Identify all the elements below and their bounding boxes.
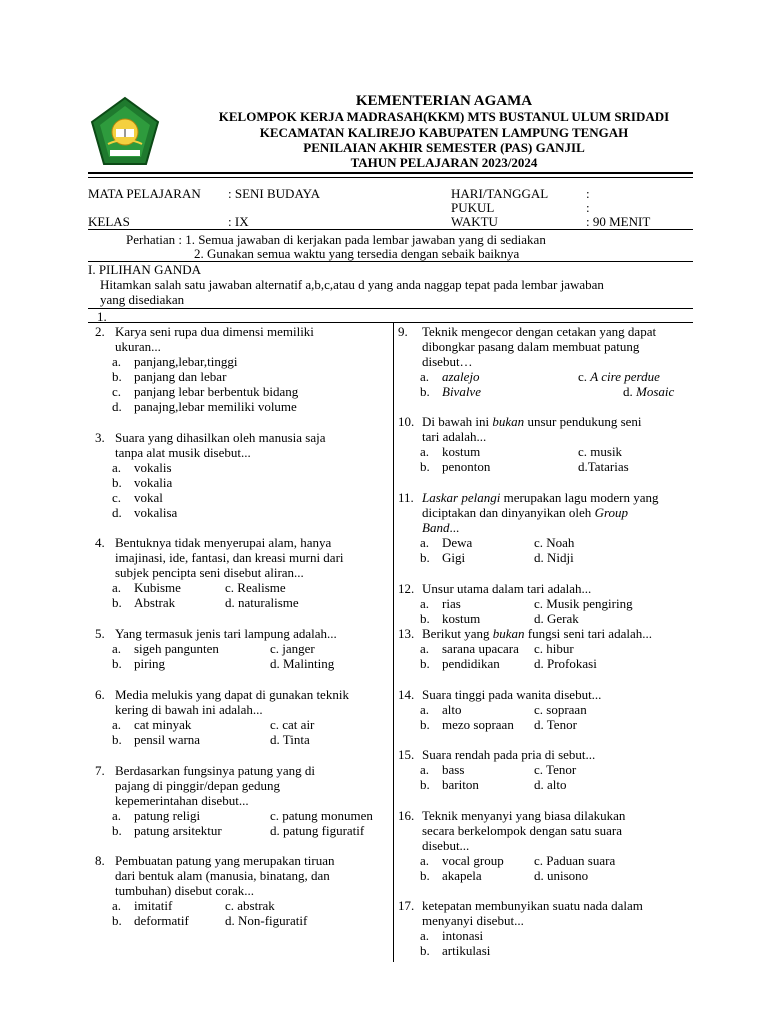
question-text: Pembuatan patung yang merupakan tiruan: [115, 853, 335, 868]
q1-divider: [88, 322, 693, 323]
option-row: [398, 535, 698, 550]
option-text-second: c. Paduan suara: [534, 853, 616, 868]
option-text: deformatif: [134, 913, 189, 928]
option-text: vokalia: [134, 475, 173, 490]
option-row: [398, 943, 698, 958]
header-line-2: KECAMATAN KALIREJO KABUPATEN LAMPUNG TENGAH: [259, 125, 629, 140]
option-text-second: d. Malinting: [270, 656, 335, 671]
question-text: diciptakan dan dinyanyikan oleh Group: [422, 505, 629, 520]
option-row: [398, 550, 698, 565]
option-letter: a.: [112, 460, 122, 475]
option-text: patung religi: [134, 808, 201, 823]
pukul-label: PUKUL: [451, 200, 495, 215]
header-line-4: TAHUN PELAJARAN 2023/2024: [350, 155, 538, 170]
option-row: [95, 595, 395, 610]
question-text-italic: bukan: [492, 626, 525, 641]
waktu-value: : 90 MENIT: [586, 214, 651, 229]
question-line: [398, 505, 698, 520]
question-number: 2.: [95, 324, 105, 339]
option-text: mezo sopraan: [442, 717, 514, 732]
option-text: pensil warna: [134, 732, 201, 747]
question-line: [95, 550, 395, 565]
option-text-second: d.Tatarias: [578, 459, 629, 474]
option-row: [95, 641, 395, 656]
option-text-second: d. unisono: [534, 868, 589, 883]
mapel-value: : SENI BUDAYA: [228, 186, 320, 201]
question-block: [398, 581, 698, 626]
question-line: [95, 430, 395, 445]
question-1-number: 1.: [97, 309, 107, 324]
question-text: dibongkar pasang dalam membuat patung: [422, 339, 640, 354]
option-letter: a.: [112, 580, 122, 595]
question-text: tanpa alat musik disebut...: [115, 445, 251, 460]
question-line: [95, 793, 395, 808]
option-letter: a.: [112, 898, 122, 913]
option-text: piring: [134, 656, 166, 671]
question-line: [398, 838, 698, 853]
option-text-second: d. Profokasi: [534, 656, 597, 671]
kelas-label: KELAS: [88, 214, 130, 229]
option-row: [95, 369, 395, 384]
question-number: 8.: [95, 853, 105, 868]
question-number: 10.: [398, 414, 415, 429]
notice-line-2: 2. Gunakan semua waktu yang tersedia dengan sebaik baiknya: [194, 246, 520, 261]
option-letter: b.: [112, 732, 122, 747]
option-text-second: d. Gerak: [534, 611, 579, 626]
question-line: [398, 429, 698, 444]
option-text-second: d. alto: [534, 777, 567, 792]
question-number: 7.: [95, 763, 105, 778]
option-text: sigeh pangunten: [134, 641, 219, 656]
option-letter: b.: [420, 943, 430, 958]
question-line: [95, 868, 395, 883]
option-row: [398, 868, 698, 883]
option-row: [95, 823, 395, 838]
option-letter: a.: [420, 702, 430, 717]
option-text-second: d. Tenor: [534, 717, 577, 732]
question-number: 4.: [95, 535, 105, 550]
option-letter: d.: [112, 505, 122, 520]
option-text-italic: Mosaic: [636, 384, 675, 399]
option-text-second: c. A cire perdue: [578, 369, 660, 384]
hari-label: HARI/TANGGAL: [451, 186, 549, 201]
option-letter: a.: [420, 641, 430, 656]
option-letter: a.: [420, 596, 430, 611]
option-text-second: c. hibur: [534, 641, 574, 656]
option-row: [95, 808, 395, 823]
option-text: kostum: [442, 611, 481, 626]
question-text: kepemerintahan disebut...: [115, 793, 249, 808]
option-text: Bivalve: [442, 384, 481, 399]
question-line: [95, 883, 395, 898]
question-text: pajang di pinggir/depan gedung: [115, 778, 280, 793]
option-text: bariton: [442, 777, 479, 792]
option-letter: a.: [112, 354, 122, 369]
question-text: Teknik mengecor dengan cetakan yang dapat: [422, 324, 657, 339]
question-text: disebut...: [422, 838, 470, 853]
option-letter: a.: [112, 808, 122, 823]
question-line: [398, 354, 698, 369]
question-text: imajinasi, ide, fantasi, dan kreasi murni dari: [115, 550, 344, 565]
option-letter: b.: [112, 823, 122, 838]
option-text-second: c. abstrak: [225, 898, 275, 913]
option-letter: a.: [112, 641, 122, 656]
option-row: [95, 460, 395, 475]
question-block: [398, 414, 698, 474]
option-letter: a.: [420, 444, 430, 459]
option-text-second: c. patung monumen: [270, 808, 373, 823]
option-letter: c.: [112, 384, 122, 399]
question-number: 6.: [95, 687, 105, 702]
option-text: panjang,lebar,tinggi: [134, 354, 238, 369]
question-line: [398, 747, 698, 762]
question-block: [95, 626, 395, 671]
question-text: ketepatan membunyikan suatu nada dalam: [422, 898, 643, 913]
option-row: [398, 369, 698, 384]
question-text: tumbuhan) disebut corak...: [115, 883, 254, 898]
question-text: Karya seni rupa dua dimensi memiliki: [115, 324, 314, 339]
question-text-italic: Band: [422, 520, 450, 535]
option-text: azalejo: [442, 369, 480, 384]
header-line-3: PENILAIAN AKHIR SEMESTER (PAS) GANJIL: [303, 140, 585, 155]
option-text: bass: [442, 762, 465, 777]
question-text: Berdasarkan fungsinya patung yang di: [115, 763, 316, 778]
option-text: vokal: [134, 490, 163, 505]
option-row: [95, 898, 395, 913]
option-text: panjang lebar berbentuk bidang: [134, 384, 299, 399]
option-letter: a.: [112, 717, 122, 732]
question-line: [95, 565, 395, 580]
option-text-second: c. Musik pengiring: [534, 596, 633, 611]
option-letter: b.: [420, 550, 430, 565]
option-row: [398, 762, 698, 777]
option-text: patung arsitektur: [134, 823, 222, 838]
question-line: [398, 581, 698, 596]
question-block: [398, 687, 698, 732]
option-text: akapela: [442, 868, 482, 883]
option-letter: a.: [420, 369, 430, 384]
option-letter: b.: [112, 595, 122, 610]
option-letter: b.: [112, 475, 122, 490]
question-line: [398, 324, 698, 339]
header-line-1: KELOMPOK KERJA MADRASAH(KKM) MTS BUSTANUL ULUM SRIDADI: [218, 109, 670, 124]
question-number: 16.: [398, 808, 415, 823]
question-number: 9.: [398, 324, 408, 339]
notice-line-1: Perhatian : 1. Semua jawaban di kerjakan pada lembar jawaban yang di sediakan: [126, 232, 546, 247]
ministry-title: KEMENTERIAN AGAMA: [355, 93, 533, 109]
question-number: 14.: [398, 687, 415, 702]
section-instruction-2: yang disediakan: [100, 292, 185, 307]
option-text: kostum: [442, 444, 481, 459]
option-row: [398, 717, 698, 732]
option-row: [398, 444, 698, 459]
question-block: [95, 324, 395, 414]
option-text: vokalisa: [134, 505, 178, 520]
question-block: [398, 626, 698, 671]
option-letter: a.: [420, 762, 430, 777]
section-divider: [88, 308, 693, 309]
header-divider-bottom: [88, 177, 693, 178]
question-block: [95, 853, 395, 928]
option-text-second: d. Mosaic: [623, 384, 675, 399]
question-block: [398, 490, 698, 565]
option-row: [95, 384, 395, 399]
option-letter: b.: [420, 656, 430, 671]
option-text-second: d. patung figuratif: [270, 823, 365, 838]
question-number: 11.: [398, 490, 414, 505]
question-line: [95, 763, 395, 778]
option-text: Kubisme: [134, 580, 181, 595]
question-text: ukuran...: [115, 339, 161, 354]
question-line: [398, 490, 698, 505]
question-text: Suara tinggi pada wanita disebut...: [422, 687, 602, 702]
question-number: 17.: [398, 898, 415, 913]
option-text-second: c. cat air: [270, 717, 315, 732]
question-text: Suara rendah pada pria di sebut...: [422, 747, 596, 762]
question-number: 15.: [398, 747, 415, 762]
question-line: [398, 520, 698, 535]
option-text: Gigi: [442, 550, 466, 565]
question-number: 12.: [398, 581, 415, 596]
section-instruction-1: Hitamkan salah satu jawaban alternatif a,b,c,atau d yang anda naggap tepat pada lembar jawaban: [100, 277, 604, 292]
question-text: kering di bawah ini adalah...: [115, 702, 263, 717]
option-text: intonasi: [442, 928, 484, 943]
option-letter: b.: [420, 777, 430, 792]
section-title: I. PILIHAN GANDA: [88, 262, 202, 277]
question-block: [398, 898, 698, 958]
question-text: Unsur utama dalam tari adalah...: [422, 581, 592, 596]
pukul-value: :: [586, 200, 590, 215]
question-block: [95, 687, 395, 747]
option-text: imitatif: [134, 898, 173, 913]
kelas-value: : IX: [228, 214, 249, 229]
option-text: penonton: [442, 459, 491, 474]
option-letter: b.: [420, 611, 430, 626]
option-text: Dewa: [442, 535, 473, 550]
option-letter: a.: [420, 853, 430, 868]
option-text-second: c. Noah: [534, 535, 575, 550]
option-letter: b.: [112, 913, 122, 928]
question-line: [398, 414, 698, 429]
option-text-second: d. Nidji: [534, 550, 574, 565]
option-row: [398, 656, 698, 671]
question-block: [398, 747, 698, 792]
question-line: [398, 687, 698, 702]
question-line: [95, 778, 395, 793]
option-row: [398, 777, 698, 792]
option-text-second: d. Non-figuratif: [225, 913, 308, 928]
option-row: [398, 459, 698, 474]
option-letter: d.: [112, 399, 122, 414]
question-text: Laskar pelangi merupakan lagu modern yang: [422, 490, 659, 505]
question-text: dari bentuk alam (manusia, binatang, dan: [115, 868, 330, 883]
option-row: [95, 354, 395, 369]
question-block: [398, 324, 698, 399]
option-row: [95, 505, 395, 520]
question-text: Yang termasuk jenis tari lampung adalah...: [115, 626, 337, 641]
question-line: [95, 324, 395, 339]
option-row: [95, 580, 395, 595]
question-line: [95, 702, 395, 717]
option-row: [398, 596, 698, 611]
option-text: vokalis: [134, 460, 172, 475]
waktu-label: WAKTU: [451, 214, 498, 229]
question-line: [95, 339, 395, 354]
question-line: [398, 808, 698, 823]
question-number: 3.: [95, 430, 105, 445]
option-text: vocal group: [442, 853, 504, 868]
header-divider-top: [88, 172, 693, 174]
question-text: menyanyi disebut...: [422, 913, 524, 928]
option-letter: b.: [112, 656, 122, 671]
question-line: [95, 687, 395, 702]
question-text-italic: Group: [594, 505, 629, 520]
question-text-italic: Laskar pelangi: [422, 490, 501, 505]
question-line: [398, 823, 698, 838]
question-text: Band...: [422, 520, 460, 535]
option-text-second: c. janger: [270, 641, 315, 656]
hari-value: :: [586, 186, 590, 201]
option-text-second: d. naturalisme: [225, 595, 299, 610]
option-row: [398, 384, 698, 399]
option-text: cat minyak: [134, 717, 192, 732]
option-row: [398, 702, 698, 717]
option-letter: b.: [420, 384, 430, 399]
question-block: [95, 763, 395, 838]
question-text: Media melukis yang dapat di gunakan teknik: [115, 687, 349, 702]
question-line: [95, 535, 395, 550]
question-line: [398, 626, 698, 641]
question-text: tari adalah...: [422, 429, 487, 444]
option-letter: b.: [420, 868, 430, 883]
option-row: [95, 732, 395, 747]
option-letter: c.: [112, 490, 122, 505]
question-text: secara berkelompok dengan satu suara: [422, 823, 622, 838]
question-block: [398, 808, 698, 883]
question-line: [95, 853, 395, 868]
option-text-second: c. sopraan: [534, 702, 587, 717]
option-text: alto: [442, 702, 462, 717]
question-text: Teknik menyanyi yang biasa dilakukan: [422, 808, 626, 823]
option-row: [95, 913, 395, 928]
option-text: artikulasi: [442, 943, 491, 958]
option-row: [95, 656, 395, 671]
option-row: [95, 490, 395, 505]
option-text: panjang dan lebar: [134, 369, 227, 384]
option-text: panajng,lebar memiliki volume: [134, 399, 297, 414]
question-text: Berikut yang bukan fungsi seni tari adalah...: [422, 626, 652, 641]
question-text: disebut…: [422, 354, 473, 369]
question-line: [398, 913, 698, 928]
option-text-italic: A cire perdue: [590, 369, 660, 384]
question-block: [95, 535, 395, 610]
question-text: Suara yang dihasilkan oleh manusia saja: [115, 430, 326, 445]
mapel-label: MATA PELAJARAN: [88, 186, 201, 201]
option-letter: b.: [420, 717, 430, 732]
option-text: Abstrak: [134, 595, 176, 610]
info-divider: [88, 229, 693, 230]
question-text-italic: bukan: [492, 414, 525, 429]
option-row: [398, 641, 698, 656]
option-letter: a.: [420, 535, 430, 550]
option-text: rias: [442, 596, 461, 611]
option-row: [398, 928, 698, 943]
option-text: pendidikan: [442, 656, 500, 671]
option-text-second: c. musik: [578, 444, 623, 459]
option-text-second: c. Tenor: [534, 762, 577, 777]
option-letter: b.: [420, 459, 430, 474]
question-line: [95, 626, 395, 641]
question-text: Bentuknya tidak menyerupai alam, hanya: [115, 535, 332, 550]
question-block: [95, 430, 395, 520]
option-text-second: c. Realisme: [225, 580, 286, 595]
option-row: [95, 717, 395, 732]
option-text-second: d. Tinta: [270, 732, 310, 747]
option-row: [95, 475, 395, 490]
option-row: [398, 611, 698, 626]
question-line: [398, 898, 698, 913]
option-text: sarana upacara: [442, 641, 519, 656]
question-number: 5.: [95, 626, 105, 641]
question-line: [95, 445, 395, 460]
question-number: 13.: [398, 626, 415, 641]
option-letter: b.: [112, 369, 122, 384]
option-letter: a.: [420, 928, 430, 943]
option-row: [398, 853, 698, 868]
question-text: subjek pencipta seni disebut aliran...: [115, 565, 304, 580]
question-text: Di bawah ini bukan unsur pendukung seni: [422, 414, 642, 429]
option-row: [95, 399, 395, 414]
question-line: [398, 339, 698, 354]
